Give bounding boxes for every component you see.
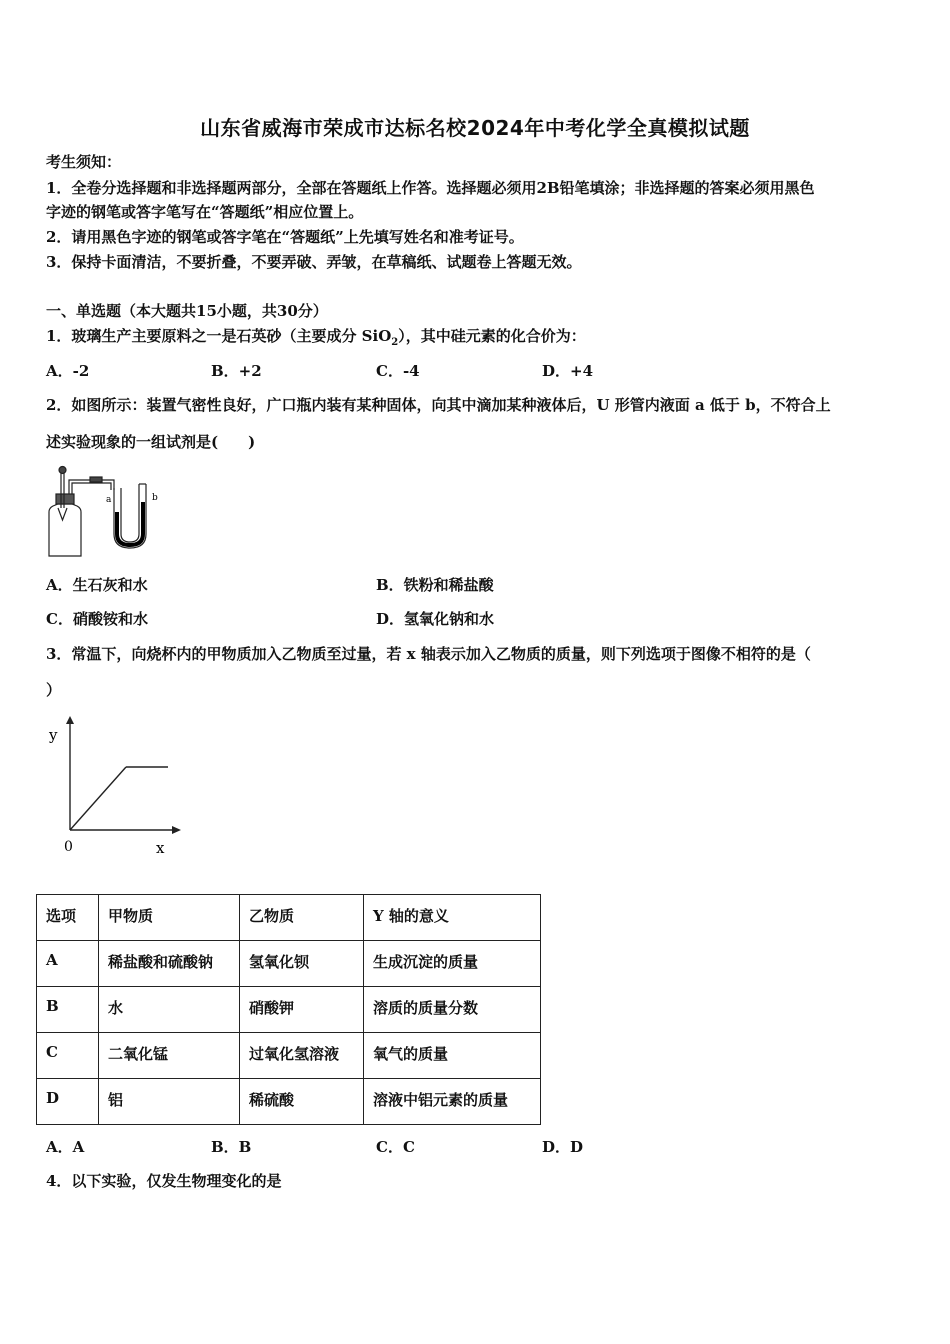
table-cell: 硝酸钾 — [240, 987, 364, 1033]
question-3-option-a: A．A — [46, 1138, 85, 1156]
table-cell: 铝 — [99, 1079, 240, 1125]
notice-item-1-line-1: 1．全卷分选择题和非选择题两部分，全部在答题纸上作答。选择题必须用2B铅笔填涂；非选择题的答案必须用黑色 — [46, 179, 815, 197]
table-cell: 稀硫酸 — [240, 1079, 364, 1125]
table-cell: 氧气的质量 — [364, 1033, 541, 1079]
table-cell: 稀盐酸和硫酸钠 — [99, 941, 240, 987]
question-1-option-a: A．-2 — [46, 362, 90, 380]
question-3-table — [36, 894, 541, 1125]
label-b: b — [152, 493, 158, 503]
table-cell: D — [37, 1079, 99, 1125]
table-cell: 生成沉淀的质量 — [364, 941, 541, 987]
table-row — [37, 987, 541, 1033]
notice-heading: 考生须知： — [46, 153, 122, 171]
x-axis-arrow — [172, 826, 181, 834]
question-3-option-d: D．D — [542, 1138, 584, 1156]
table-cell: 水 — [99, 987, 240, 1033]
notice-item-1-line-2: 字迹的钢笔或答字笔写在“答题纸”相应位置上。 — [46, 203, 364, 221]
table-cell: 溶液中铝元素的质量 — [364, 1079, 541, 1125]
notice-item-2: 2．请用黑色字迹的钢笔或答字笔在“答题纸”上先填写姓名和准考证号。 — [46, 228, 524, 246]
question-1-option-b: B．+2 — [211, 362, 262, 380]
x-axis-label: x — [156, 839, 165, 857]
question-3-stem-line-2: ） — [46, 681, 62, 699]
question-2-option-b: B．铁粉和稀盐酸 — [376, 576, 494, 594]
table-row — [37, 941, 541, 987]
question-2-stem-line-2: 述实验现象的一组试剂是( ) — [46, 433, 256, 451]
table-cell: B — [37, 987, 99, 1033]
y-axis-label: y — [49, 726, 58, 744]
question-3-stem-line-1: 3．常温下，向烧杯内的甲物质加入乙物质至过量，若 x 轴表示加入乙物质的质量，则下列选项于图像不相符的是（ — [46, 645, 811, 663]
tube-connector — [90, 477, 102, 482]
table-cell: 氢氧化钡 — [240, 941, 364, 987]
y-axis-arrow — [66, 716, 74, 724]
question-3-option-c: C．C — [376, 1138, 415, 1156]
question-2-option-a: A．生石灰和水 — [46, 576, 148, 594]
table-cell: 二氧化锰 — [99, 1033, 240, 1079]
graph-rising-segment — [70, 767, 126, 830]
question-1-stem — [46, 326, 586, 353]
table-header-cell: Y 轴的意义 — [364, 895, 541, 941]
table-header-row — [37, 895, 541, 941]
apparatus-figure — [44, 464, 166, 560]
question-3-option-b: B．B — [211, 1138, 252, 1156]
table-header-cell: 甲物质 — [99, 895, 240, 941]
table-row — [37, 1079, 541, 1125]
table-cell: 溶质的质量分数 — [364, 987, 541, 1033]
notice-item-3: 3．保持卡面清洁，不要折叠，不要弄破、弄皱，在草稿纸、试题卷上答题无效。 — [46, 253, 582, 271]
table-cell: A — [37, 941, 99, 987]
table-cell: 过氧化氢溶液 — [240, 1033, 364, 1079]
question-1-stem-post: ），其中硅元素的化合价为： — [398, 327, 586, 345]
question-1-option-c: C．-4 — [376, 362, 420, 380]
origin-label: 0 — [64, 839, 73, 855]
table-header-cell: 乙物质 — [240, 895, 364, 941]
page-title: 山东省威海市荣成市达标名校2024年中考化学全真模拟试题 — [200, 116, 750, 140]
table-cell: C — [37, 1033, 99, 1079]
label-a: a — [106, 495, 112, 505]
dropper-bulb — [59, 467, 66, 474]
question-1-option-d: D．+4 — [542, 362, 594, 380]
question-2-stem-line-1: 2．如图所示：装置气密性良好，广口瓶内装有某种固体，向其中滴加某种液体后，U 形管内液面 a 低于 b，不符合上 — [46, 396, 831, 414]
stopper — [56, 494, 74, 504]
question-2-option-d: D．氢氧化钠和水 — [376, 610, 495, 628]
question-2-option-c: C．硝酸铵和水 — [46, 610, 148, 628]
question-4-stem: 4．以下实验，仅发生物理变化的是 — [46, 1172, 282, 1190]
question-1-stem-subscript: 2 — [391, 337, 399, 348]
table-row — [37, 1033, 541, 1079]
line-graph — [44, 712, 188, 858]
question-1-stem-pre: 1．玻璃生产主要原料之一是石英砂（主要成分 SiO — [46, 327, 392, 345]
table-header-cell: 选项 — [37, 895, 99, 941]
section-heading: 一、单选题（本大题共15小题，共30分） — [46, 302, 328, 320]
